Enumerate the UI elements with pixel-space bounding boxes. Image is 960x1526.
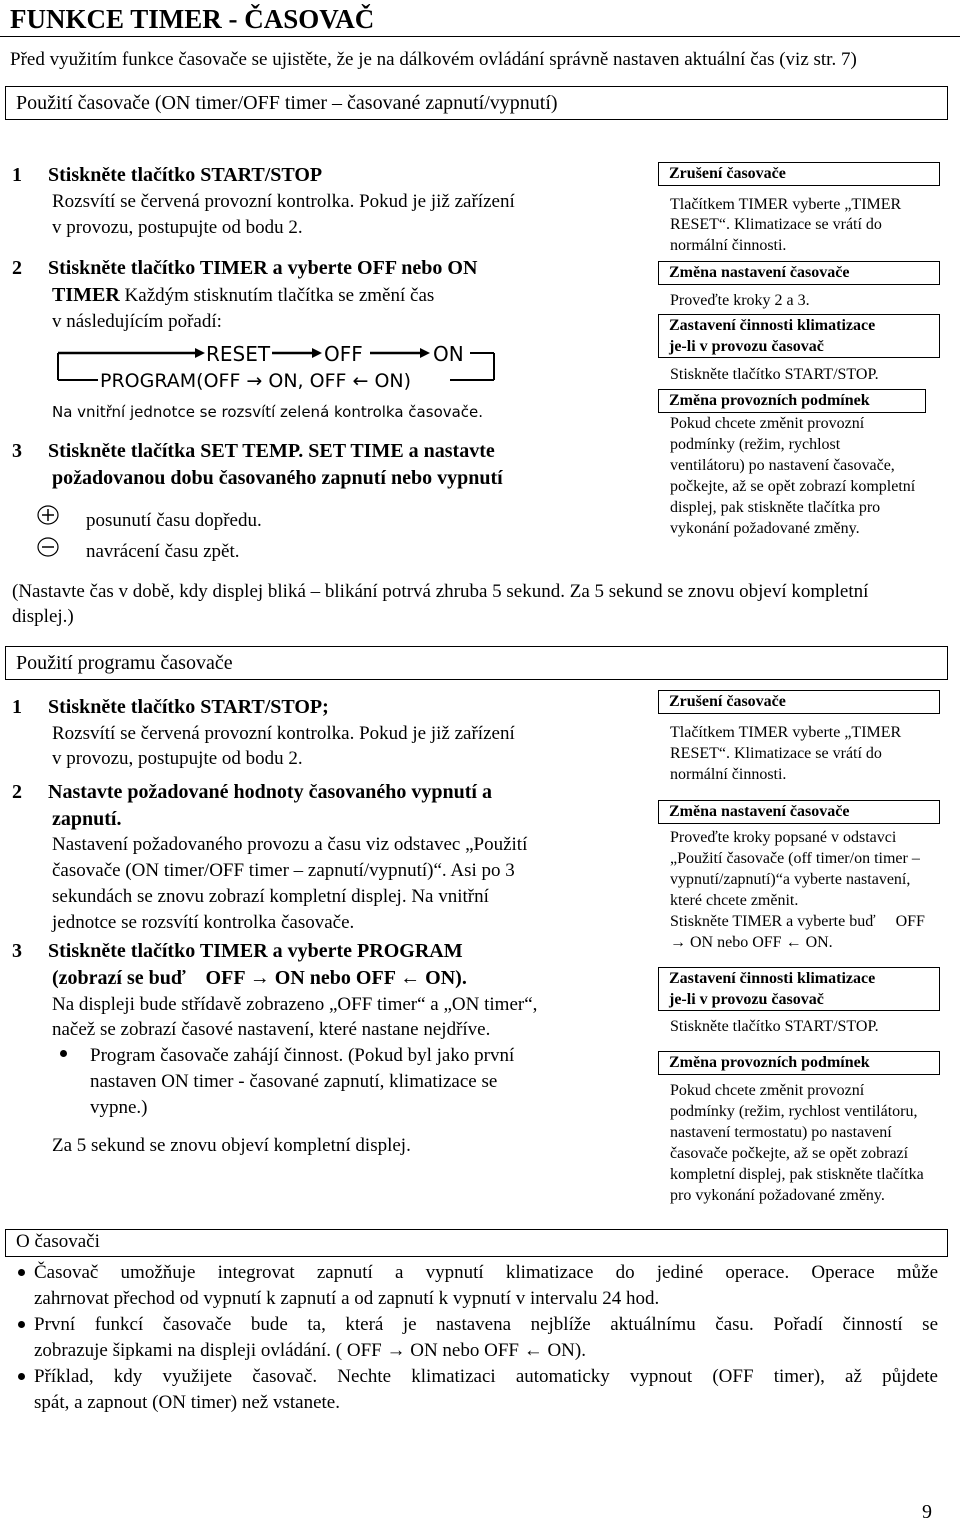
s2-side-change-l1: Proveďte kroky popsané v odstavci — [670, 829, 897, 846]
s2-side-cond-l6: pro vykonání požadované změny. — [670, 1187, 885, 1204]
minus-icon — [36, 536, 60, 558]
s2-side-cancel-title: Zrušení časovače — [658, 690, 940, 714]
title-rule — [0, 36, 960, 37]
s2-side-cond-l2: podmínky (režim, rychlost ventilátoru, — [670, 1103, 918, 1120]
section2-heading — [5, 646, 948, 680]
s2-side-cond-l4: časovače počkejte, až se opět zobrazí — [670, 1145, 909, 1162]
s2-side-stop-title-l1: Zastavení činnosti klimatizace — [669, 970, 876, 987]
s1-step1-line1: Rozsvítí se červená provozní kontrolka. Pokud je již zařízení — [52, 191, 515, 212]
s2-step3-title2: (zobrazí se buď OFF → ON nebo OFF ← ON). — [52, 967, 467, 989]
s2-bullet-l2: nastaven ON timer - časované zapnutí, klimatizace se — [90, 1071, 498, 1092]
s1-side-cond-l6: vykonání požadované změny. — [670, 520, 860, 537]
s2-side-change-l6: → ON nebo OFF ← ON. — [670, 934, 833, 951]
s1-side-cancel-title: Zrušení časovače — [658, 162, 940, 186]
s2-side-change-l3: vypnutí/zapnutí)“a vyberte nastavení, — [670, 871, 911, 888]
s1-side-cond-l1: Pokud chcete změnit provozní — [670, 415, 865, 432]
s2-step2-l4: jednotce se rozsvítí kontrolka časovače. — [52, 912, 355, 933]
s2-side-cancel-l2: RESET“. Klimatizace se vrátí do — [670, 745, 882, 762]
diagram-on: ON — [433, 342, 464, 366]
s2-step3-l2: načež se zobrazí časové nastavení, které nastane nejdříve. — [52, 1019, 491, 1040]
s2-side-cond-l3: nastavení termostatu) po nastavení — [670, 1124, 892, 1141]
s2-side-change-title: Změna nastavení časovače — [658, 800, 940, 824]
s1-side-cond-l4: počkejte, až se opět zobrazí kompletní — [670, 478, 916, 495]
section1-heading — [5, 86, 948, 120]
s3-bullet3-l2: spát, a zapnout (ON timer) než vstanete. — [34, 1392, 340, 1413]
plus-label: posunutí času dopředu. — [86, 510, 262, 531]
s2-side-stop-title — [658, 967, 940, 1011]
s3-bullet2-l2: zobrazuje šipkami na displeji ovládání. ( OFF → ON nebo OFF ← ON). — [34, 1340, 586, 1361]
plus-icon — [36, 504, 60, 526]
s1-side-stop-title-l2: je-li v provozu časovač — [669, 338, 824, 355]
s2-step3-title: 3 Stiskněte tlačítko TIMER a vyberte PROGRAM — [12, 940, 463, 962]
s3-bullet2-dot — [18, 1321, 25, 1328]
s1-side-cond-l5: displej, pak stiskněte tlačítka pro — [670, 499, 881, 516]
section3-heading — [5, 1229, 948, 1257]
diagram-program: PROGRAM(OFF → ON, OFF ← ON) — [100, 370, 412, 392]
s1-side-change-l1: Proveďte kroky 2 a 3. — [670, 292, 810, 309]
s3-bullet1-dot — [18, 1269, 25, 1276]
diagram-reset: RESET — [206, 342, 271, 366]
s2-bullet-l3: vypne.) — [90, 1097, 148, 1118]
s1-side-cancel-l3: normální činnosti. — [670, 237, 787, 254]
s1-step2-line: v následujícím pořadí: — [52, 311, 222, 332]
s1-step3-title: 3 Stiskněte tlačítka SET TEMP. SET TIME a nastavte — [12, 440, 495, 462]
s2-bullet-dot — [60, 1050, 67, 1057]
s2-final: Za 5 sekund se znovu objeví kompletní displej. — [52, 1135, 411, 1156]
page-number: 9 — [922, 1501, 932, 1523]
s2-side-cancel-l1: Tlačítkem TIMER vyberte „TIMER — [670, 724, 902, 741]
intro-text: Před využitím funkce časovače se ujistěte, že je na dálkovém ovládání správně nastaven aktuální čas (viz str. 7) — [10, 49, 857, 70]
s2-side-change-l5: Stiskněte TIMER a vyberte buď OFF — [670, 913, 925, 930]
page-title: FUNKCE TIMER - ČASOVAČ — [10, 4, 375, 34]
s2-step3-l1: Na displeji bude střídavě zobrazeno „OFF timer“ a „ON timer“, — [52, 994, 538, 1015]
s3-bullet3-dot — [18, 1373, 25, 1380]
s1-side-change-title: Změna nastavení časovače — [658, 261, 940, 285]
s2-step2-title: 2 Nastavte požadované hodnoty časovaného vypnutí a — [12, 781, 492, 803]
s1-step2-title: 2 Stiskněte tlačítko TIMER a vyberte OFF nebo ON — [12, 257, 478, 279]
s2-side-cond-l5: kompletní displej, pak stiskněte tlačítka — [670, 1166, 924, 1183]
s1-note-line2: displej.) — [12, 606, 74, 627]
s1-step1-title: 1 Stiskněte tlačítko START/STOP — [12, 164, 323, 186]
s2-side-change-l2: „Použití časovače (off timer/on timer – — [670, 850, 920, 867]
s2-side-change-l4: které chcete změnit. — [670, 892, 799, 909]
s1-side-cancel-l2: RESET“. Klimatizace se vrátí do — [670, 216, 882, 233]
s1-step3-title2: požadovanou dobu časovaného zapnutí nebo vypnutí — [52, 467, 503, 489]
s1-note-line1: (Nastavte čas v době, kdy displej bliká – blikání potrvá zhruba 5 sekund. Za 5 sekund se znovu objeví kompletní — [12, 581, 869, 602]
s1-indicator-note: Na vnitřní jednotce se rozsvítí zelená kontrolka časovače. — [52, 403, 484, 421]
s2-side-cancel-l3: normální činnosti. — [670, 766, 787, 783]
s2-side-cond-l1: Pokud chcete změnit provozní — [670, 1082, 865, 1099]
timer-sequence-diagram — [50, 338, 500, 396]
s3-bullet2-l1: První funkcí časovače bude ta, která je nastavena nejblíže aktuálnímu času. Pořadí činností se — [34, 1314, 938, 1335]
s2-step2-l2: časovače (ON timer/OFF timer – zapnutí/vypnutí)“. Asi po 3 — [52, 860, 515, 881]
section1-heading-text: Použití časovače (ON timer/OFF timer – časované zapnutí/vypnutí) — [16, 92, 558, 114]
s1-side-cond-l3: ventilátoru) po nastavení časovače, — [670, 457, 895, 474]
s1-side-cond-title: Změna provozních podmínek — [658, 389, 926, 413]
s2-step1-title: 1 Stiskněte tlačítko START/STOP; — [12, 696, 329, 718]
s2-step2-l3: sekundách se znovu zobrazí kompletní displej. Na vnitřní — [52, 886, 489, 907]
s2-side-cond-title: Změna provozních podmínek — [658, 1051, 940, 1075]
s3-bullet3-l1: Příklad, kdy využijete časovač. Nechte klimatizaci automaticky vypnout (OFF timer), až půjdete — [34, 1366, 938, 1387]
diagram-off: OFF — [324, 342, 363, 366]
s3-bullet1-l2: zahrnovat přechod od vypnutí k zapnutí a od zapnutí k vypnutí v intervalu 24 hod. — [34, 1288, 660, 1309]
s1-side-cond-l2: podmínky (režim, rychlost — [670, 436, 841, 453]
section3-heading-text: O časovači — [16, 1231, 100, 1252]
s2-step2-l1: Nastavení požadovaného provozu a času viz odstavec „Použití — [52, 834, 528, 855]
minus-label: navrácení času zpět. — [86, 541, 240, 562]
s3-bullet1-l1: Časovač umožňuje integrovat zapnutí a vypnutí klimatizace do jediné operace. Operace může — [34, 1262, 938, 1283]
s2-step1-line2: v provozu, postupujte od bodu 2. — [52, 748, 303, 769]
s2-side-stop-title-l2: je-li v provozu časovač — [669, 991, 824, 1008]
s1-side-cancel-l1: Tlačítkem TIMER vyberte „TIMER — [670, 196, 902, 213]
s2-bullet-l1: Program časovače zahájí činnost. (Pokud byl jako první — [90, 1045, 515, 1066]
section2-heading-text: Použití programu časovače — [16, 652, 233, 674]
s2-step2-title2: zapnutí. — [52, 808, 122, 830]
s1-step2-title2: TIMER Každým stisknutím tlačítka se změní čas — [52, 284, 435, 306]
s1-step1-line2: v provozu, postupujte od bodu 2. — [52, 217, 303, 238]
s1-side-stop-l1: Stiskněte tlačítko START/STOP. — [670, 366, 879, 383]
s2-step1-line1: Rozsvítí se červená provozní kontrolka. Pokud je již zařízení — [52, 723, 515, 744]
s2-side-stop-l1: Stiskněte tlačítko START/STOP. — [670, 1018, 879, 1035]
s1-side-stop-title — [658, 314, 940, 358]
s1-side-stop-title-l1: Zastavení činnosti klimatizace — [669, 317, 876, 334]
